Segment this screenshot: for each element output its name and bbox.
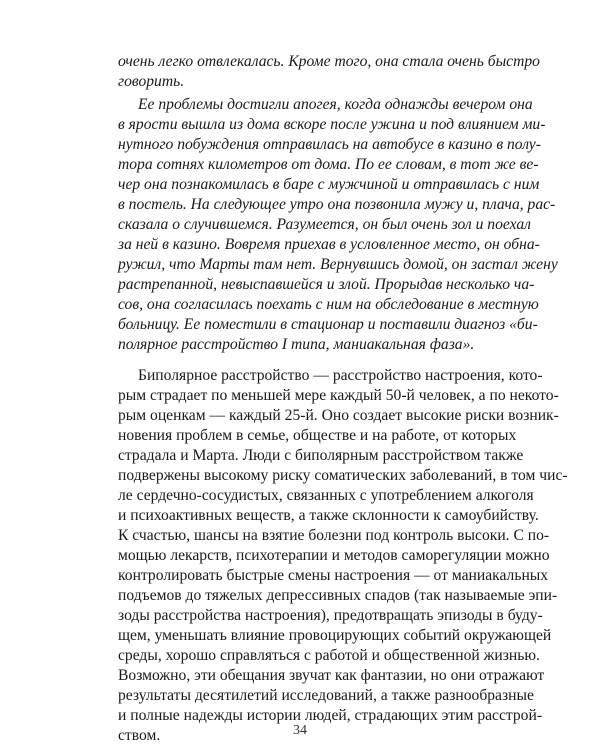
case-study-line: говорить. — [118, 73, 185, 90]
main-text-line: страдала и Марта. Люди с биполярным расстройством также — [118, 447, 524, 464]
main-text-line: контролировать быстрые смены настроения — от маниакальных — [118, 567, 549, 584]
case-study-line: больницу. Ее поместили в стационар и поставили диагноз «би- — [118, 316, 538, 333]
main-text-line: подвержены высокому риску соматических заболеваний, в том чис- — [118, 467, 568, 484]
case-study-line: растрепанной, невыспавшейся и злой. Прорыдав несколько ча- — [118, 276, 535, 293]
main-text-line: мощью лекарств, психотерапии и методов саморегуляции можно — [118, 547, 550, 564]
main-text-line: зоды расстройства настроения), предотвращать эпизоды в буду- — [118, 607, 543, 624]
case-study-line: ружил, что Марты там нет. Вернувшись домой, он застал жену — [118, 256, 558, 273]
main-text-line: рым страдает по меньшей мере каждый 50-й человек, а по некото- — [118, 387, 559, 404]
main-text-line: Возможно, эти обещания звучат как фантазии, но они отражают — [118, 667, 545, 684]
main-text-line: рым оценкам — каждый 25-й. Оно создает высокие риски возник- — [118, 407, 559, 424]
main-text-line: среды, хорошо справляться с работой и общественной жизнью. — [118, 647, 540, 664]
case-study-line: сов, она согласилась поехать с ним на обследование в местную — [118, 296, 539, 313]
case-study-line: в ярости вышла из дома вскоре после ужина и под влиянием ми- — [118, 116, 546, 133]
page-number: 34 — [293, 723, 307, 738]
main-text-line: ством. — [118, 727, 161, 744]
main-text-line: щем, уменьшать влияние провоцирующих событий окружающей — [118, 627, 552, 644]
case-study-line: в постель. На следующее утро она позвонила мужу и, плача, рас- — [118, 196, 556, 213]
case-study-line: Ее проблемы достигли апогея, когда однажды вечером она — [138, 96, 533, 113]
case-study-line: за ней в казино. Вовремя приехав в условленное место, он обна- — [118, 236, 540, 253]
main-text-line: Биполярное расстройство — расстройство настроения, кото- — [138, 367, 543, 384]
case-study-line: очень легко отвлекалась. Кроме того, она стала очень быстро — [118, 53, 540, 70]
main-text-line: и психоактивных веществ, а также склонности к самоубийству. — [118, 507, 539, 524]
main-text-line: К счастью, шансы на взятие болезни под контроль высоки. С по- — [118, 527, 550, 544]
case-study-line: чер она познакомилась в баре с мужчиной и отправилась с ним — [118, 176, 540, 193]
case-study-line: тора сотнях километров от дома. По ее словам, в тот же ве- — [118, 156, 539, 173]
case-study-line: полярное расстройство I типа, маниакальная фаза». — [118, 336, 475, 353]
main-text-line: результаты десятилетий исследований, а также разнообразные — [118, 687, 534, 704]
main-text-line: ле сердечно-сосудистых, связанных с употреблением алкоголя — [118, 487, 534, 504]
case-study-line: сказала о случившемся. Разумеется, он был очень зол и поехал — [118, 216, 531, 233]
main-text-line: новения проблем в семье, обществе и на работе, от которых — [118, 427, 517, 444]
main-text-line: и полные надежды истории людей, страдающих этим расстрой- — [118, 707, 543, 724]
main-text-line: подъемов до тяжелых депрессивных спадов (так называемые эпи- — [118, 587, 558, 604]
case-study-line: нутного побуждения отправилась на автобусе в казино в полу- — [118, 136, 541, 153]
